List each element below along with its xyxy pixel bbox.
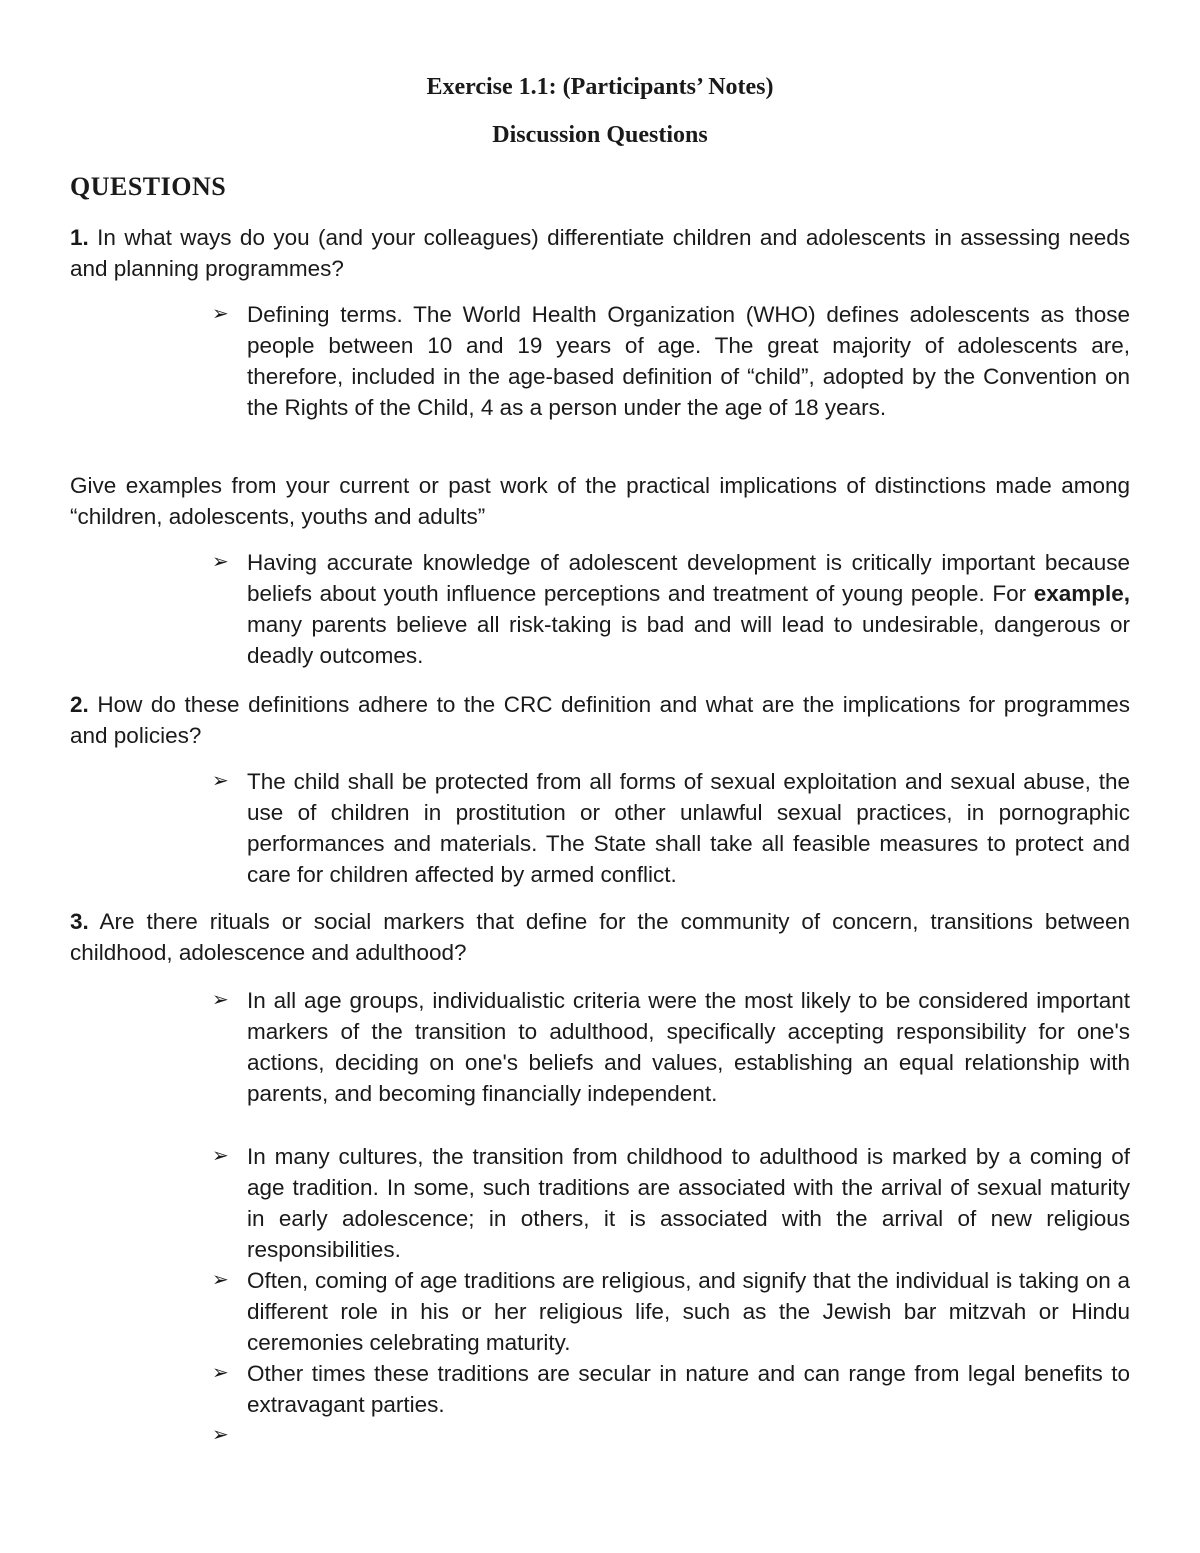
- question-text: Are there rituals or social markers that define for the community of concern, transitions between childhood, adolescence and adulthood?: [70, 909, 1130, 965]
- arrow-bullet-icon: ➢: [212, 551, 229, 573]
- question-number: 1.: [70, 225, 89, 250]
- bullet-item: [212, 547, 1130, 671]
- questions-heading: QUESTIONS: [70, 172, 227, 201]
- bullet-text-part: Having accurate knowledge of adolescent development is critically important because beliefs about youth influence perceptions and treatment of young people. For: [247, 550, 1130, 606]
- arrow-bullet-icon: ➢: [212, 989, 229, 1011]
- bullet-text: The child shall be protected from all forms of sexual exploitation and sexual abuse, the use of children in prostitution or other unlawful sexual practices, in pornographic performances and materials. The State shall take all feasible measures to protect and care for children affected by armed conflict.: [247, 769, 1130, 887]
- question-text: In what ways do you (and your colleagues) differentiate children and adolescents in assessing needs and planning programmes?: [70, 225, 1130, 281]
- arrow-bullet-icon: ➢: [212, 1424, 229, 1446]
- exercise-title: Exercise 1.1: (Participants’ Notes): [426, 74, 774, 100]
- arrow-bullet-icon: ➢: [212, 770, 229, 792]
- question-number: 3.: [70, 909, 89, 934]
- question-1: [70, 222, 1130, 284]
- bullet-text: In all age groups, individualistic criteria were the most likely to be considered important markers of the transition to adulthood, specifically accepting responsibility for one's actions, deciding on one's beliefs and values, establishing an equal relationship with parents, and becoming financially independent.: [247, 988, 1130, 1106]
- question-3: [70, 906, 1130, 968]
- bullet-text: Often, coming of age traditions are religious, and signify that the individual is taking on a different role in his or her religious life, such as the Jewish bar mitzvah or Hindu ceremonies celebrating maturity.: [247, 1268, 1130, 1355]
- bullet-item: [212, 1265, 1130, 1358]
- bullet-item: [212, 985, 1130, 1109]
- arrow-bullet-icon: ➢: [212, 1269, 229, 1291]
- bullet-text: Defining terms. The World Health Organization (WHO) defines adolescents as those people between 10 and 19 years of age. The great majority of adolescents are, therefore, included in the age-based definition of “child”, adopted by the Convention on the Rights of the Child, 4 as a person under the age of 18 years.: [247, 302, 1130, 420]
- question-2: [70, 689, 1130, 751]
- arrow-bullet-icon: ➢: [212, 303, 229, 325]
- bullet-text: In many cultures, the transition from childhood to adulthood is marked by a coming of age tradition. In some, such traditions are associated with the arrival of sexual maturity in early adolescence; in others, it is associated with the arrival of new religious responsibilities.: [247, 1144, 1130, 1262]
- question-number: 2.: [70, 692, 89, 717]
- bullet-item: [212, 766, 1130, 890]
- arrow-bullet-icon: ➢: [212, 1362, 229, 1384]
- emphasis-word: example,: [1033, 581, 1130, 606]
- bullet-text-part: many parents believe all risk-taking is bad and will lead to undesirable, dangerous or deadly outcomes.: [247, 612, 1130, 668]
- bullet-item: [212, 299, 1130, 423]
- bullet-text: [247, 547, 1130, 671]
- question-1-followup: Give examples from your current or past work of the practical implications of distinctions made among “children, adolescents, youths and adults”: [70, 473, 1130, 529]
- question-text: How do these definitions adhere to the CRC definition and what are the implications for programmes and policies?: [70, 692, 1130, 748]
- bullet-item: [212, 1358, 1130, 1420]
- discussion-subtitle: Discussion Questions: [492, 122, 708, 148]
- arrow-bullet-icon: ➢: [212, 1145, 229, 1167]
- bullet-text: Other times these traditions are secular in nature and can range from legal benefits to extravagant parties.: [247, 1361, 1130, 1417]
- bullet-item: [212, 1141, 1130, 1265]
